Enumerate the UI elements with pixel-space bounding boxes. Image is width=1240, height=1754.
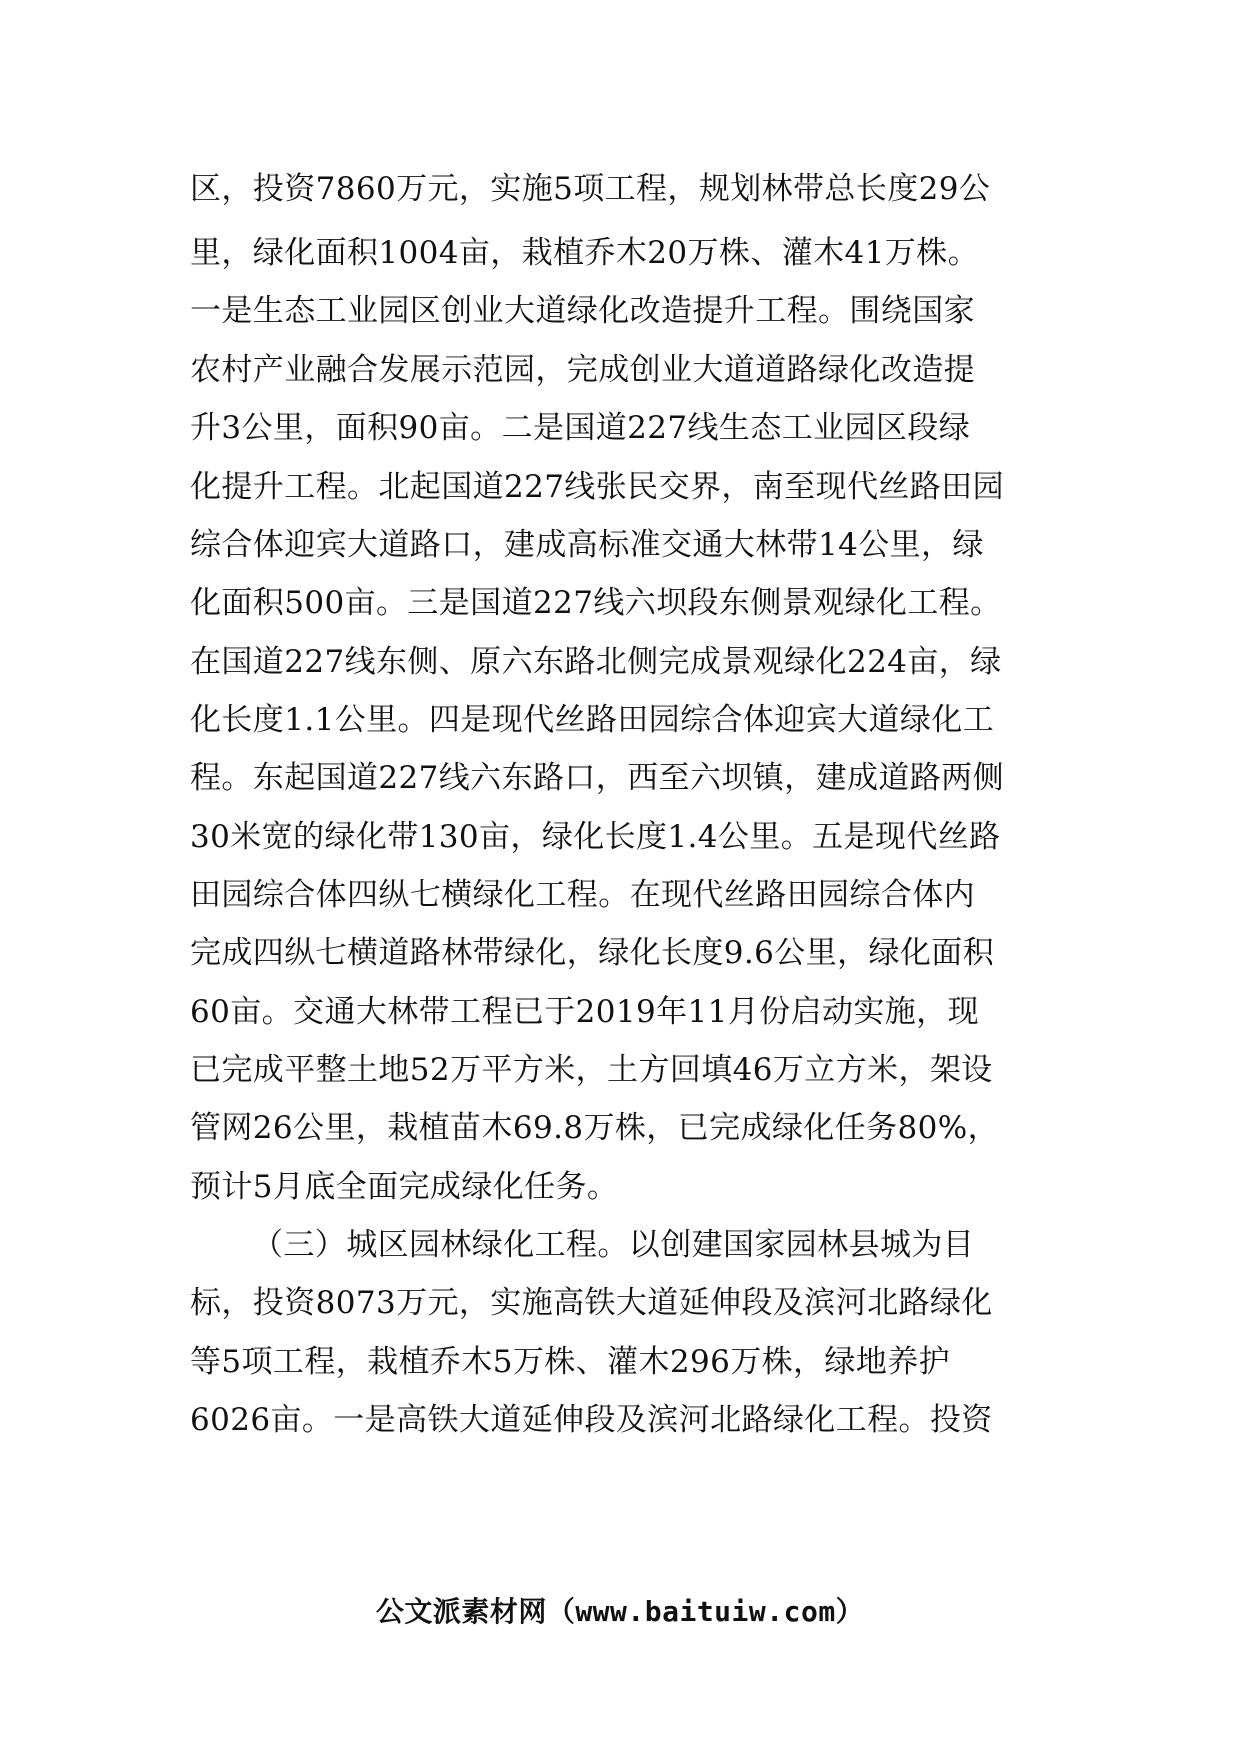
section-heading-line: （三）城区园林绿化工程。以创建国家园林县城为目	[252, 1227, 975, 1263]
body-line: 标，投资8073万元，实施高铁大道延伸段及滨河北路绿化	[190, 1285, 993, 1321]
body-line: 6026亩。一是高铁大道延伸段及滨河北路绿化工程。投资	[190, 1402, 993, 1438]
body-line: 完成四纵七横道路林带绿化，绿化长度9.6公里，绿化面积	[190, 935, 995, 971]
body-line: 管网26公里，栽植苗木69.8万株，已完成绿化任务80%，	[190, 1110, 999, 1146]
body-line: 化长度1.1公里。四是现代丝路田园综合体迎宾大道绿化工	[190, 702, 995, 738]
body-line: 田园综合体四纵七横绿化工程。在现代丝路田园综合体内	[190, 877, 975, 913]
footer-watermark: 公文派素材网（www.baituiw.com）	[375, 1595, 865, 1628]
body-line: 化面积500亩。三是国道227线六坝段东侧景观绿化工程。	[190, 585, 1002, 621]
body-line: 升3公里，面积90亩。二是国道227线生态工业园区段绿	[190, 410, 971, 446]
body-line: 农村产业融合发展示范园，完成创业大道道路绿化改造提	[190, 352, 975, 388]
body-line: 30米宽的绿化带130亩，绿化长度1.4公里。五是现代丝路	[190, 819, 1001, 855]
body-line: 里，绿化面积1004亩，栽植乔木20万株、灌木41万株。	[190, 235, 979, 271]
body-line: 等5项工程，栽植乔木5万株、灌木296万株，绿地养护	[190, 1344, 951, 1380]
body-line: 已完成平整土地52万平方米，土方回填46万立方米，架设	[190, 1052, 993, 1088]
body-line: 区，投资7860万元，实施5项工程，规划林带总长度29公	[190, 171, 991, 207]
body-line: 一是生态工业园区创业大道绿化改造提升工程。围绕国家	[190, 293, 975, 329]
body-line: 程。东起国道227线六东路口，西至六坝镇，建成道路两侧	[190, 760, 1004, 796]
body-line: 在国道227线东侧、原六东路北侧完成景观绿化224亩，绿	[190, 644, 1002, 680]
body-line: 化提升工程。北起国道227线张民交界，南至现代丝路田园	[190, 469, 1004, 505]
body-line: 综合体迎宾大道路口，建成高标准交通大林带14公里，绿	[190, 527, 984, 563]
body-line: 预计5月底全面完成绿化任务。	[190, 1169, 619, 1205]
body-line: 60亩。交通大林带工程已于2019年11月份启动实施，现	[190, 994, 979, 1030]
